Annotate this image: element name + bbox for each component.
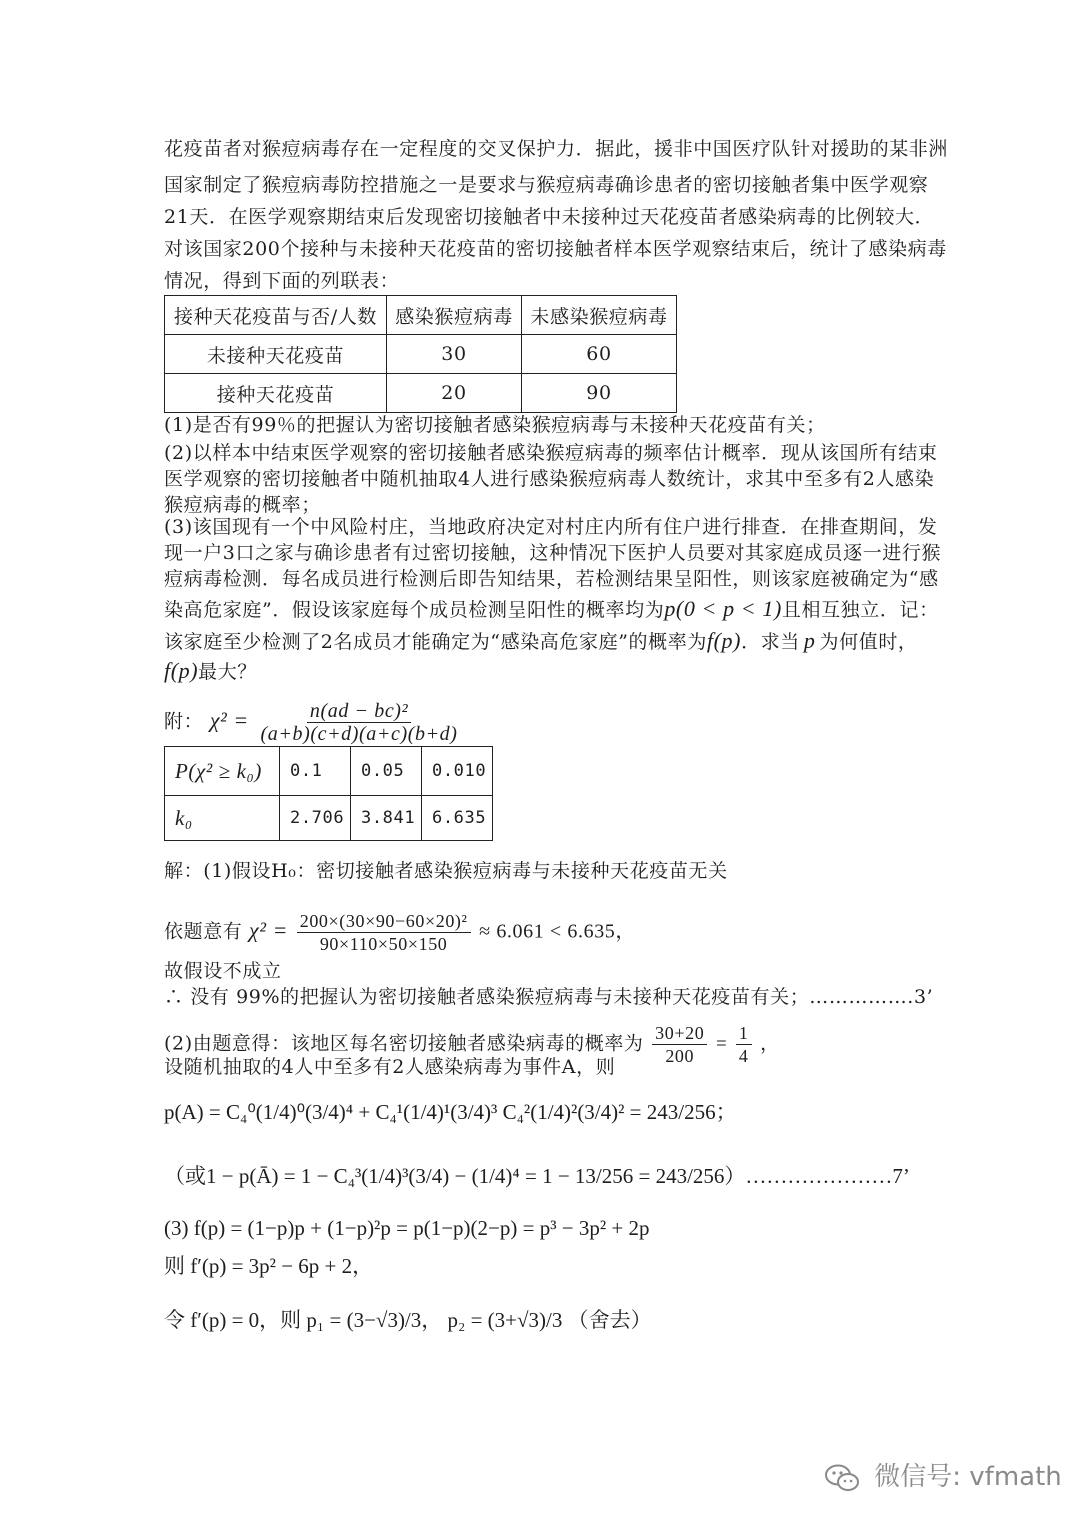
derivative-equation: 则 f′(p) = 3p² − 6p + 2，: [164, 1254, 374, 1278]
table-cell: 3.841: [351, 796, 422, 841]
problem-line-4: 对该国家200个接种与未接种天花疫苗的密切接触者样本医学观察结束后，统计了感染病毒: [164, 238, 947, 260]
contingency-table: [164, 295, 677, 413]
math-expression: p(0 < p < 1): [664, 596, 782, 621]
watermark-text: 微信号: vfmath: [874, 1462, 1062, 1492]
table-header-cell: 未感染猴痘病毒: [522, 296, 677, 335]
table-row: [165, 374, 677, 413]
appendix-formula: [164, 700, 463, 745]
chi-square-lhs: χ² =: [249, 917, 289, 943]
fraction-denominator: 4: [738, 1046, 749, 1066]
question-3-line-6: [164, 658, 257, 685]
wechat-watermark: [824, 1456, 1062, 1493]
question-3-line-1: (3)该国现有一个中风险村庄，当地政府决定对村庄内所有住户进行排查．在排查期间，发: [164, 516, 938, 538]
fraction-denominator: 200: [665, 1046, 695, 1066]
solution-line-1: 解：(1)假设H₀：密切接触者感染猴痘病毒与未接种天花疫苗无关: [164, 860, 728, 882]
solution-line-2: [164, 910, 636, 955]
table-header-cell: 接种天花疫苗与否/人数: [165, 296, 387, 335]
question-3-line-4: [164, 596, 939, 623]
table-cell: 30: [387, 335, 522, 374]
solution-line-6: 设随机抽取的4人中至多有2人感染病毒为事件A，则: [164, 1056, 616, 1078]
problem-line-1: 花疫苗者对猴痘病毒存在一定程度的交叉保护力．据此，援非中国医疗队针对援助的某非洲: [164, 138, 949, 160]
question-text: 染高危家庭”．假设该家庭每个成员检测呈阳性的概率均为: [164, 599, 665, 621]
function-equation: (3) f(p) = (1−p)p + (1−p)²p = p(1−p)(2−p) = p³ − 3p² + 2p: [164, 1216, 650, 1240]
question-1: (1)是否有99％的把握认为密切接触者感染猴痘病毒与未接种天花疫苗有关；: [164, 414, 826, 436]
table-cell: 0.05: [351, 747, 422, 796]
problem-line-5: 情况，得到下面的列联表：: [164, 270, 400, 292]
table-row: [165, 796, 493, 841]
question-text: 该家庭至少检测了2名成员才能确定为“感染高危家庭”的概率为: [164, 631, 707, 653]
probability-fraction: [736, 1022, 752, 1067]
fraction-denominator: 90×110×50×150: [319, 934, 448, 954]
appendix-label: 附：: [164, 710, 204, 733]
solution-text: ，: [760, 1032, 780, 1055]
question-2-line-2: 医学观察的密切接触者中随机抽取4人进行感染猴痘病毒人数统计，求其中至多有2人感染: [164, 468, 935, 490]
table-cell: 90: [522, 374, 677, 413]
question-2-line-3: 猴痘病毒的概率；: [164, 494, 321, 516]
chi-square-fraction: [258, 700, 461, 745]
table-row: [165, 747, 493, 796]
question-3-line-5: [164, 628, 918, 655]
probability-fraction: [652, 1022, 707, 1067]
math-variable: p: [803, 628, 816, 653]
question-text: 且相互独立．记：: [781, 599, 939, 621]
probability-equation: p(A) = C₄⁰(1/4)⁰(3/4)⁴ + C₄¹(1/4)¹(3/4)³ C₄²(1/4)²(3/4)² = 243/256；: [164, 1100, 737, 1124]
math-expression: f(p): [706, 628, 742, 653]
table-cell: 接种天花疫苗: [165, 374, 387, 413]
table-cell: 60: [522, 335, 677, 374]
table-cell: 0.1: [280, 747, 351, 796]
problem-line-2: 国家制定了猴痘病毒防控措施之一是要求与猴痘病毒确诊患者的密切接触者集中医学观察: [164, 174, 929, 196]
problem-line-3: 21天．在医学观察期结束后发现密切接触者中未接种过天花疫苗者感染病毒的比例较大．: [164, 206, 935, 228]
math-operator: =: [715, 1033, 728, 1055]
question-2-line-1: (2)以样本中结束医学观察的密切接触者感染猴痘病毒的频率估计概率．现从该国所有结束: [164, 442, 938, 464]
math-expression: ≈ 6.061 < 6.635，: [479, 920, 637, 943]
question-text: ．求当: [741, 631, 800, 653]
fraction-numerator: 30+20: [652, 1022, 707, 1045]
math-expression: f(p): [164, 658, 199, 683]
complement-equation: （或1 − p(Ā) = 1 − C₄³(1/4)³(3/4) − (1/4)⁴ = 1 − 13/256 = 243/256）…………………7’: [164, 1164, 910, 1188]
question-text: 为何值时，: [819, 631, 918, 653]
solution-text: (2)由题意得：该地区每名密切接触者感染病毒的概率为: [164, 1032, 644, 1055]
table-cell: 2.706: [280, 796, 351, 841]
question-3-line-2: 现一户3口之家与确诊患者有过密切接触，这种情况下医护人员要对其家庭成员逐一进行猴: [164, 542, 942, 564]
fraction-numerator: n(ad − bc)²: [307, 700, 411, 723]
table-row: [165, 335, 677, 374]
wechat-icon: [824, 1463, 860, 1493]
critical-point-equation: 令 f′(p) = 0，则 p₁ = (3−√3)/3， p₂ = (3+√3)/3 （舍去）: [164, 1308, 652, 1332]
table-cell: 未接种天花疫苗: [165, 335, 387, 374]
fraction-denominator: (a+b)(c+d)(a+c)(b+d): [260, 723, 458, 745]
table-header-cell: k₀: [165, 796, 280, 841]
solution-line-3: 故假设不成立: [164, 960, 282, 982]
solution-text: 依题意有: [164, 920, 243, 943]
table-cell: 6.635: [422, 796, 493, 841]
table-header-cell: 感染猴痘病毒: [387, 296, 522, 335]
question-3-line-3: 痘病毒检测．每名成员进行检测后即告知结果，若检测结果呈阳性，则该家庭被确定为“感: [164, 568, 939, 590]
table-cell: 0.010: [422, 747, 493, 796]
solution-line-4: ∴ 没有 99%的把握认为密切接触者感染猴痘病毒与未接种天花疫苗有关；…………….3’: [164, 986, 934, 1008]
critical-value-table: [164, 746, 493, 841]
fraction-numerator: 1: [736, 1022, 752, 1045]
chi-square-fraction: [297, 910, 471, 955]
question-text: 最大？: [198, 661, 257, 683]
chi-square-lhs: χ² =: [209, 707, 249, 733]
table-cell: 20: [387, 374, 522, 413]
fraction-numerator: 200×(30×90−60×20)²: [297, 910, 471, 933]
table-header-cell: P(χ² ≥ k₀): [165, 747, 280, 796]
